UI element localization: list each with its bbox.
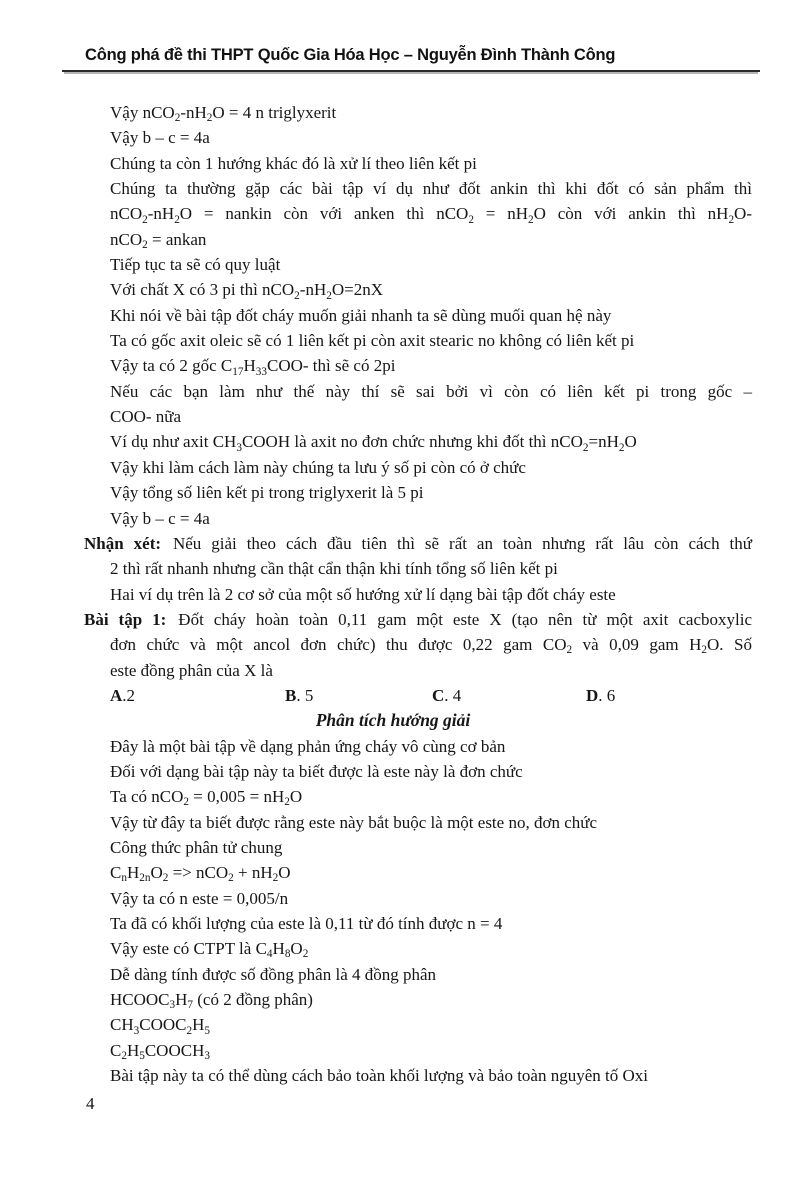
page-number: 4 bbox=[86, 1094, 95, 1113]
text-line: Vậy khi làm cách làm này chúng ta lưu ý số pi còn có ở chức bbox=[110, 457, 526, 477]
text-line: đơn chức và một ancol đơn chức) thu được 0,22 gam $CO_2$ và 0,09 gam $H_2O$. Số bbox=[110, 635, 752, 657]
text-line: Dễ dàng tính được số đồng phân là 4 đồng phân bbox=[110, 964, 437, 984]
text-line: $CH_3COOC_2H_5$ bbox=[110, 1015, 210, 1037]
text-line: Hai ví dụ trên là 2 cơ sở của một số hướng xử lí dạng bài tập đốt cháy este bbox=[110, 584, 616, 604]
text-line: Vậy tổng số liên kết pi trong triglyxerit là 5 pi bbox=[110, 483, 424, 503]
paragraph-label-line: Bài tập 1: Đốt cháy hoàn toàn 0,11 gam một este X (tạo nên từ một axit cacboxylic bbox=[84, 609, 752, 629]
text-line: nCO$_2$ = ankan bbox=[110, 229, 207, 251]
text-line: Bài tập này ta có thể dùng cách bảo toàn khối lượng và bảo toàn nguyên tố Oxi bbox=[110, 1066, 648, 1086]
text-line: Ta có $nCO_2 = 0,005 = nH_2O$ bbox=[110, 787, 303, 809]
text-line: Vậy $nCO_2-nH_2O = 4$ n triglyxerit bbox=[110, 103, 337, 125]
text-line: Ví dụ như axit $CH_3COOH$ là axit no đơn chức nhưng khi đốt thì $nCO_2=nH_2O$ bbox=[110, 432, 637, 454]
text-line: Công thức phân tử chung bbox=[110, 837, 283, 857]
text-line: Vậy ta có n este = 0,005/n bbox=[110, 888, 289, 908]
text-line: Nếu các bạn làm như thế này thí sẽ sai bởi vì còn có liên kết pi trong gốc – bbox=[110, 381, 752, 401]
text-line: Đối với dạng bài tập này ta biết được là este này là đơn chức bbox=[110, 761, 523, 781]
text-line: Ta đã có khối lượng của este là 0,11 từ đó tính được n = 4 bbox=[110, 914, 503, 933]
text-line: $nCO_2-nH_2O$ = nankin còn với anken thì $nCO_2 = nH_2O$ còn với ankin thì $nH_2O-$ bbox=[110, 204, 752, 226]
text-line: Khi nói về bài tập đốt cháy muốn giải nhanh ta sẽ dùng muối quan hệ này bbox=[110, 305, 612, 325]
text-line: Tiếp tục ta sẽ có quy luật bbox=[110, 255, 281, 275]
option-D: D. 6 bbox=[586, 685, 616, 705]
text-line: Chúng ta thường gặp các bài tập ví dụ như đốt ankin thì khi đốt có sản phẩm thì bbox=[110, 179, 752, 199]
text-line: 2 thì rất nhanh nhưng cần thật cẩn thận khi tính tổng số liên kết pi bbox=[110, 559, 558, 579]
text-line: Với chất X có 3 pi thì $nCO_2-nH_2O=2nX$ bbox=[110, 280, 383, 302]
option-A: A.2 bbox=[110, 685, 136, 705]
text-line: Vậy b – c = 4a bbox=[110, 508, 210, 528]
page-header-title: Công phá đề thi THPT Quốc Gia Hóa Học – Nguyễn Đình Thành Công bbox=[62, 46, 760, 72]
page-body bbox=[84, 100, 752, 1088]
text-line: Đây là một bài tập về dạng phản ứng cháy vô cùng cơ bản bbox=[110, 736, 506, 756]
text-line: Chúng ta còn 1 hướng khác đó là xử lí theo liên kết pi bbox=[110, 153, 477, 173]
answer-options bbox=[110, 683, 752, 708]
text-line: $C_2H_5COOCH_3$ bbox=[110, 1040, 210, 1062]
option-B: B. 5 bbox=[285, 685, 314, 705]
text-line: Ta có gốc axit oleic sẽ có 1 liên kết pi còn axit stearic no không có liên kết pi bbox=[110, 331, 635, 351]
section-heading: Phân tích hướng giải bbox=[315, 710, 471, 731]
text-line: $C_nH_{2n}O_2 => nCO_2 + nH_2O$ bbox=[110, 863, 291, 885]
text-line: Vậy ta có 2 gốc $C_{17}H_{33}COO-$ thì sẽ có 2pi bbox=[110, 356, 396, 378]
text-line: Vậy este có CTPT là $C_4H_8O_2$ bbox=[110, 939, 309, 961]
option-C: C. 4 bbox=[432, 685, 462, 705]
text-line: Vậy từ đây ta biết được rằng este này bắt buộc là một este no, đơn chức bbox=[110, 812, 597, 832]
text-line: este đồng phân của X là bbox=[110, 660, 273, 680]
text-line: COO- nữa bbox=[110, 407, 182, 427]
paragraph-label-line: Nhận xét: Nếu giải theo cách đầu tiên thì sẽ rất an toàn nhưng rất lâu còn cách thứ bbox=[84, 533, 752, 553]
text-line: Vậy b – c = 4a bbox=[110, 128, 210, 148]
text-line: $HCOOC_3H_7$ (có 2 đồng phân) bbox=[110, 990, 313, 1012]
